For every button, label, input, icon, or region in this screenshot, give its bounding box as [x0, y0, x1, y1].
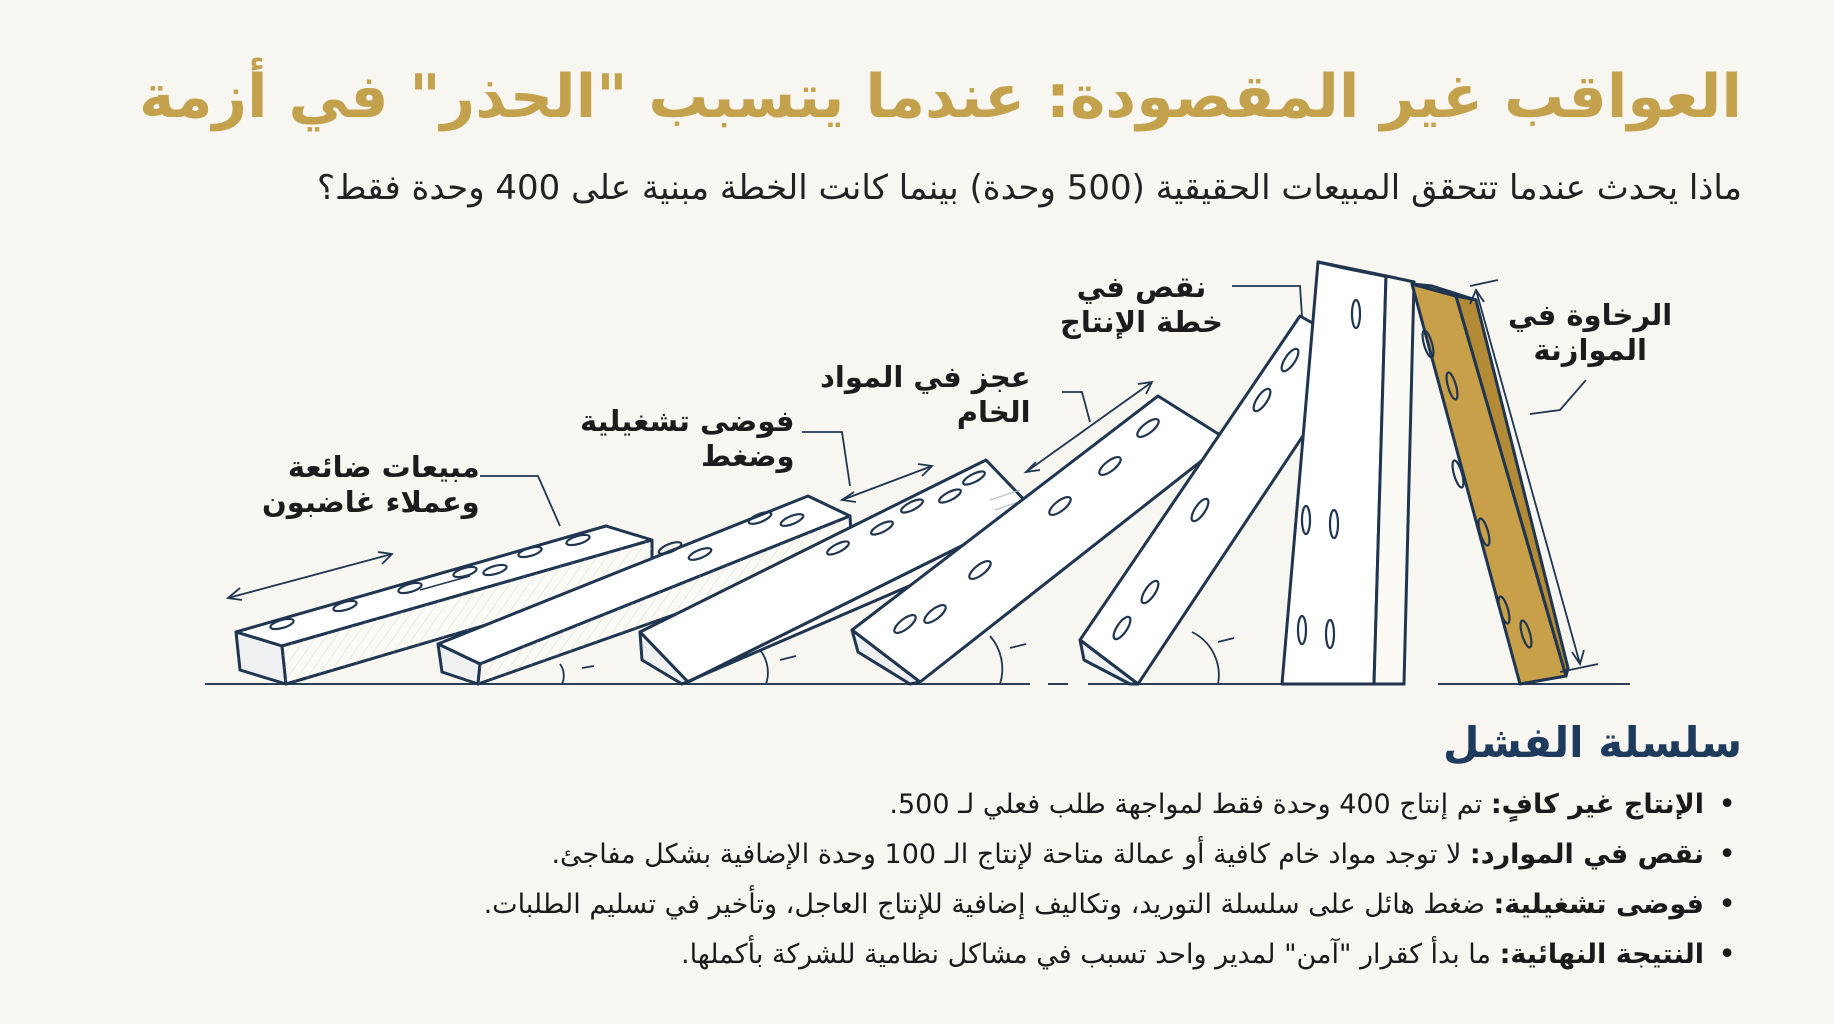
- failure-chain-list: [484, 780, 1736, 980]
- bullet-dot-icon: •: [1718, 937, 1736, 972]
- label-budget-slack: الرخاوة في الموازنة: [1508, 298, 1673, 368]
- label-lost-sales: مبيعات ضائعة وعملاء غاضبون: [262, 450, 480, 520]
- list-item: • الإنتاج غير كافٍ: تم إنتاج 400 وحدة فقط لمواجهة طلب فعلي لـ 500.: [484, 780, 1736, 830]
- list-item: • فوضى تشغيلية: ضغط هائل على سلسلة التوريد، وتكاليف إضافية للإنتاج العاجل، وتأخير في تسليم الطلبات.: [484, 880, 1736, 930]
- label-production-plan-shortage: نقص في خطة الإنتاج: [1060, 270, 1223, 340]
- label-raw-material-deficit: عجز في المواد الخام: [820, 360, 1031, 430]
- bullet-dot-icon: •: [1718, 837, 1736, 872]
- bullet-dot-icon: •: [1718, 787, 1736, 822]
- list-item: • النتيجة النهائية: ما بدأ كقرار "آمن" لمدير واحد تسبب في مشاكل نظامية للشركة بأكملها.: [484, 930, 1736, 980]
- bullet-dot-icon: •: [1718, 887, 1736, 922]
- list-item: • نقص في الموارد: لا توجد مواد خام كافية أو عمالة متاحة لإنتاج الـ 100 وحدة الإضافية بشكل مفاجئ.: [484, 830, 1736, 880]
- page-title: العواقب غير المقصودة: عندما يتسبب "الحذر" في أزمة: [138, 62, 1742, 132]
- label-operational-chaos: فوضى تشغيلية وضغط: [580, 404, 795, 474]
- page-subtitle: ماذا يحدث عندما تتحقق المبيعات الحقيقية (500 وحدة) بينما كانت الخطة مبنية على 400 وحدة فقط؟: [316, 168, 1742, 208]
- failure-chain-heading: سلسلة الفشل: [1442, 718, 1742, 767]
